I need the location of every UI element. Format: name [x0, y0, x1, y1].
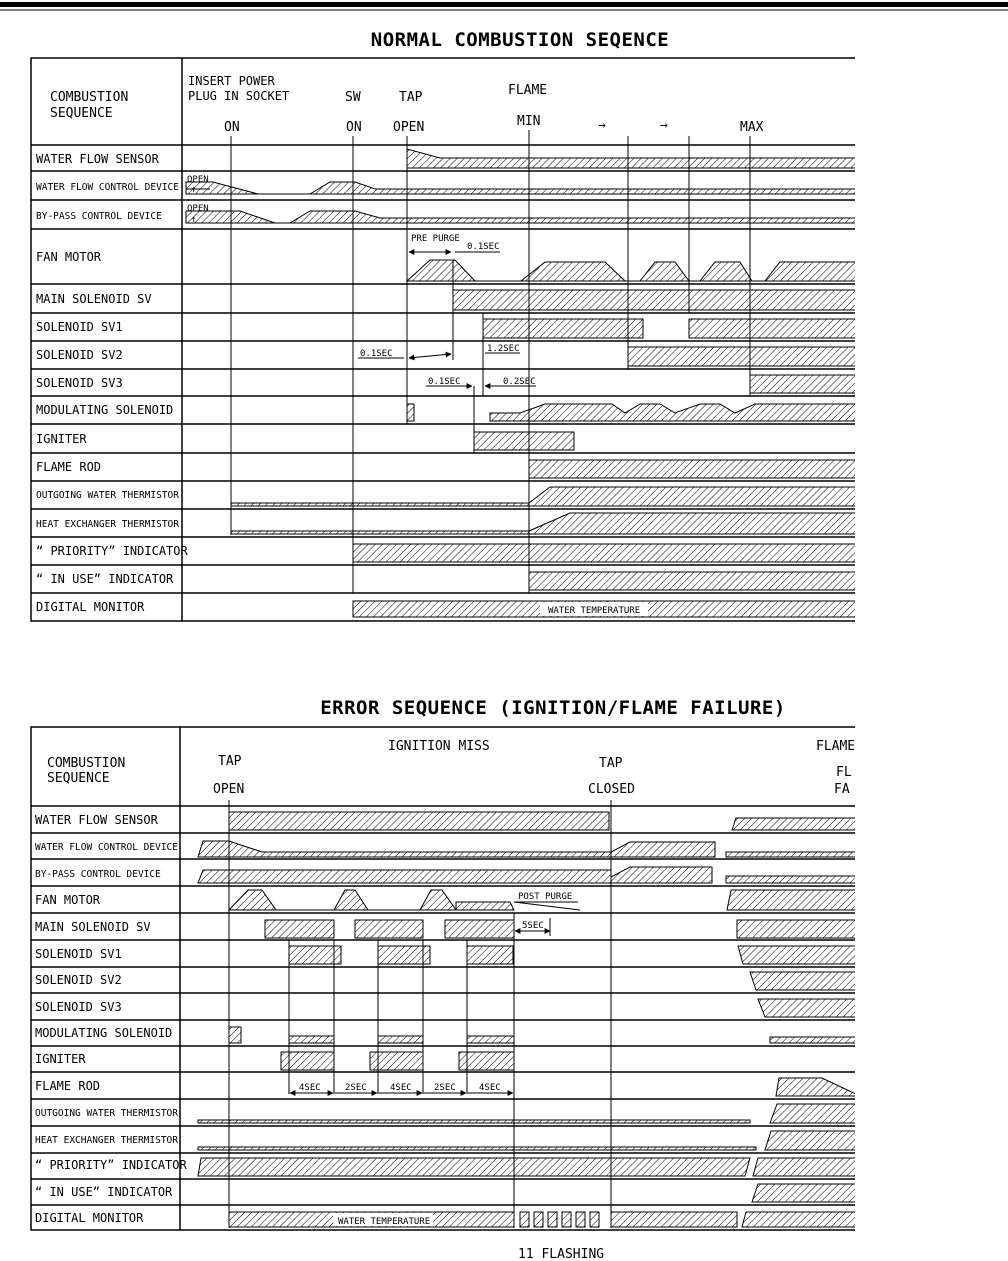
svg-text:CLOSED: CLOSED — [588, 782, 635, 797]
row-label: MODULATING SOLENOID — [36, 403, 174, 417]
error-title: ERROR SEQUENCE (IGNITION/FLAME FAILURE) — [320, 697, 786, 719]
svg-text:OPEN: OPEN — [187, 175, 209, 185]
row-label: BY-PASS CONTROL DEVICE — [35, 869, 161, 880]
svg-text:4SEC: 4SEC — [299, 1083, 321, 1093]
row-label: SOLENOID SV3 — [35, 1000, 122, 1014]
svg-text:SW: SW — [345, 90, 361, 105]
row-label: “ IN USE” INDICATOR — [35, 1185, 173, 1199]
row-label: SOLENOID SV1 — [36, 320, 123, 334]
svg-text:ON: ON — [224, 120, 240, 135]
row-label: SOLENOID SV2 — [36, 348, 123, 362]
row-label: SOLENOID SV3 — [36, 376, 123, 390]
svg-text:11 FLASHING: 11 FLASHING — [518, 1247, 605, 1261]
svg-text:COMBUSTION: COMBUSTION — [50, 90, 129, 105]
svg-text:0.1SEC: 0.1SEC — [467, 242, 500, 252]
normal-header — [50, 74, 764, 135]
row-label: FLAME ROD — [35, 1079, 101, 1093]
svg-text:0.1SEC: 0.1SEC — [428, 377, 461, 387]
normal-title: NORMAL COMBUSTION SEQENCE — [370, 29, 670, 51]
row-label: WATER FLOW SENSOR — [36, 152, 159, 166]
row-label: FAN MOTOR — [35, 893, 101, 907]
svg-text:IGNITION MISS: IGNITION MISS — [388, 739, 490, 754]
row-label: “ PRIORITY” INDICATOR — [35, 1158, 187, 1172]
svg-text:PRE PURGE: PRE PURGE — [411, 234, 460, 244]
svg-text:OPEN: OPEN — [213, 782, 245, 797]
top-rule — [0, 2, 1008, 7]
svg-text:TAP: TAP — [399, 90, 423, 105]
svg-text:FA: FA — [834, 782, 850, 797]
svg-text:0.1SEC: 0.1SEC — [360, 349, 393, 359]
row-label: HEAT EXCHANGER THERMISTOR — [35, 1135, 178, 1146]
svg-text:WATER TEMPERATURE: WATER TEMPERATURE — [338, 1217, 431, 1227]
svg-text:FLAME: FLAME — [508, 83, 548, 98]
svg-text:INSERT POWER: INSERT POWER — [188, 74, 275, 88]
svg-text:2SEC: 2SEC — [345, 1083, 367, 1093]
svg-text:FLAME: FLAME — [816, 739, 856, 754]
row-label: WATER FLOW SENSOR — [35, 813, 158, 827]
svg-text:4SEC: 4SEC — [390, 1083, 412, 1093]
svg-text:0.2SEC: 0.2SEC — [503, 377, 536, 387]
row-label: FAN MOTOR — [36, 250, 102, 264]
svg-text:WATER TEMPERATURE: WATER TEMPERATURE — [548, 606, 641, 616]
error-row-labels — [35, 813, 187, 1225]
svg-text:↑: ↑ — [191, 215, 197, 225]
row-label: IGNITER — [36, 432, 87, 446]
svg-text:COMBUSTION: COMBUSTION — [47, 756, 126, 771]
svg-text:POST PURGE: POST PURGE — [518, 892, 573, 902]
row-label: SOLENOID SV1 — [35, 947, 122, 961]
row-label: DIGITAL MONITOR — [35, 1211, 144, 1225]
row-label: MAIN SOLENOID SV — [35, 920, 151, 934]
row-label: OUTGOING WATER THERMISTOR — [36, 490, 179, 501]
svg-text:OPEN: OPEN — [187, 204, 209, 214]
svg-text:FL: FL — [836, 765, 852, 780]
svg-text:MIN: MIN — [517, 114, 541, 129]
row-label: MAIN SOLENOID SV — [36, 292, 152, 306]
row-label: BY-PASS CONTROL DEVICE — [36, 211, 162, 222]
row-label: FLAME ROD — [36, 460, 102, 474]
svg-text:2SEC: 2SEC — [434, 1083, 456, 1093]
row-label: “ PRIORITY” INDICATOR — [36, 544, 188, 558]
svg-text:→: → — [598, 118, 606, 133]
row-label: HEAT EXCHANGER THERMISTOR — [36, 519, 179, 530]
right-clip-mask — [855, 30, 1008, 1261]
row-label: DIGITAL MONITOR — [36, 600, 145, 614]
svg-text:ON: ON — [346, 120, 362, 135]
svg-text:4SEC: 4SEC — [479, 1083, 501, 1093]
svg-text:→: → — [660, 118, 668, 133]
row-label: OUTGOING WATER THERMISTOR — [35, 1108, 178, 1119]
row-label: WATER FLOW CONTROL DEVICE — [35, 842, 178, 853]
svg-text:SEQUENCE: SEQUENCE — [50, 106, 113, 121]
svg-text:OPEN: OPEN — [393, 120, 425, 135]
error-table — [31, 727, 871, 1230]
row-label: SOLENOID SV2 — [35, 973, 122, 987]
svg-text:5SEC: 5SEC — [522, 921, 544, 931]
svg-text:SEQUENCE: SEQUENCE — [47, 771, 110, 786]
normal-table — [31, 58, 871, 621]
row-label: “ IN USE” INDICATOR — [36, 572, 174, 586]
svg-text:TAP: TAP — [218, 754, 242, 769]
svg-text:↑: ↑ — [191, 185, 197, 195]
row-label: MODULATING SOLENOID — [35, 1026, 173, 1040]
error-header — [47, 739, 855, 797]
svg-text:PLUG IN SOCKET: PLUG IN SOCKET — [188, 89, 290, 103]
svg-text:TAP: TAP — [599, 756, 623, 771]
normal-row-labels — [36, 152, 188, 614]
row-label: IGNITER — [35, 1052, 86, 1066]
svg-text:MAX: MAX — [740, 120, 764, 135]
row-label: WATER FLOW CONTROL DEVICE — [36, 182, 179, 193]
svg-text:1.2SEC: 1.2SEC — [487, 344, 520, 354]
